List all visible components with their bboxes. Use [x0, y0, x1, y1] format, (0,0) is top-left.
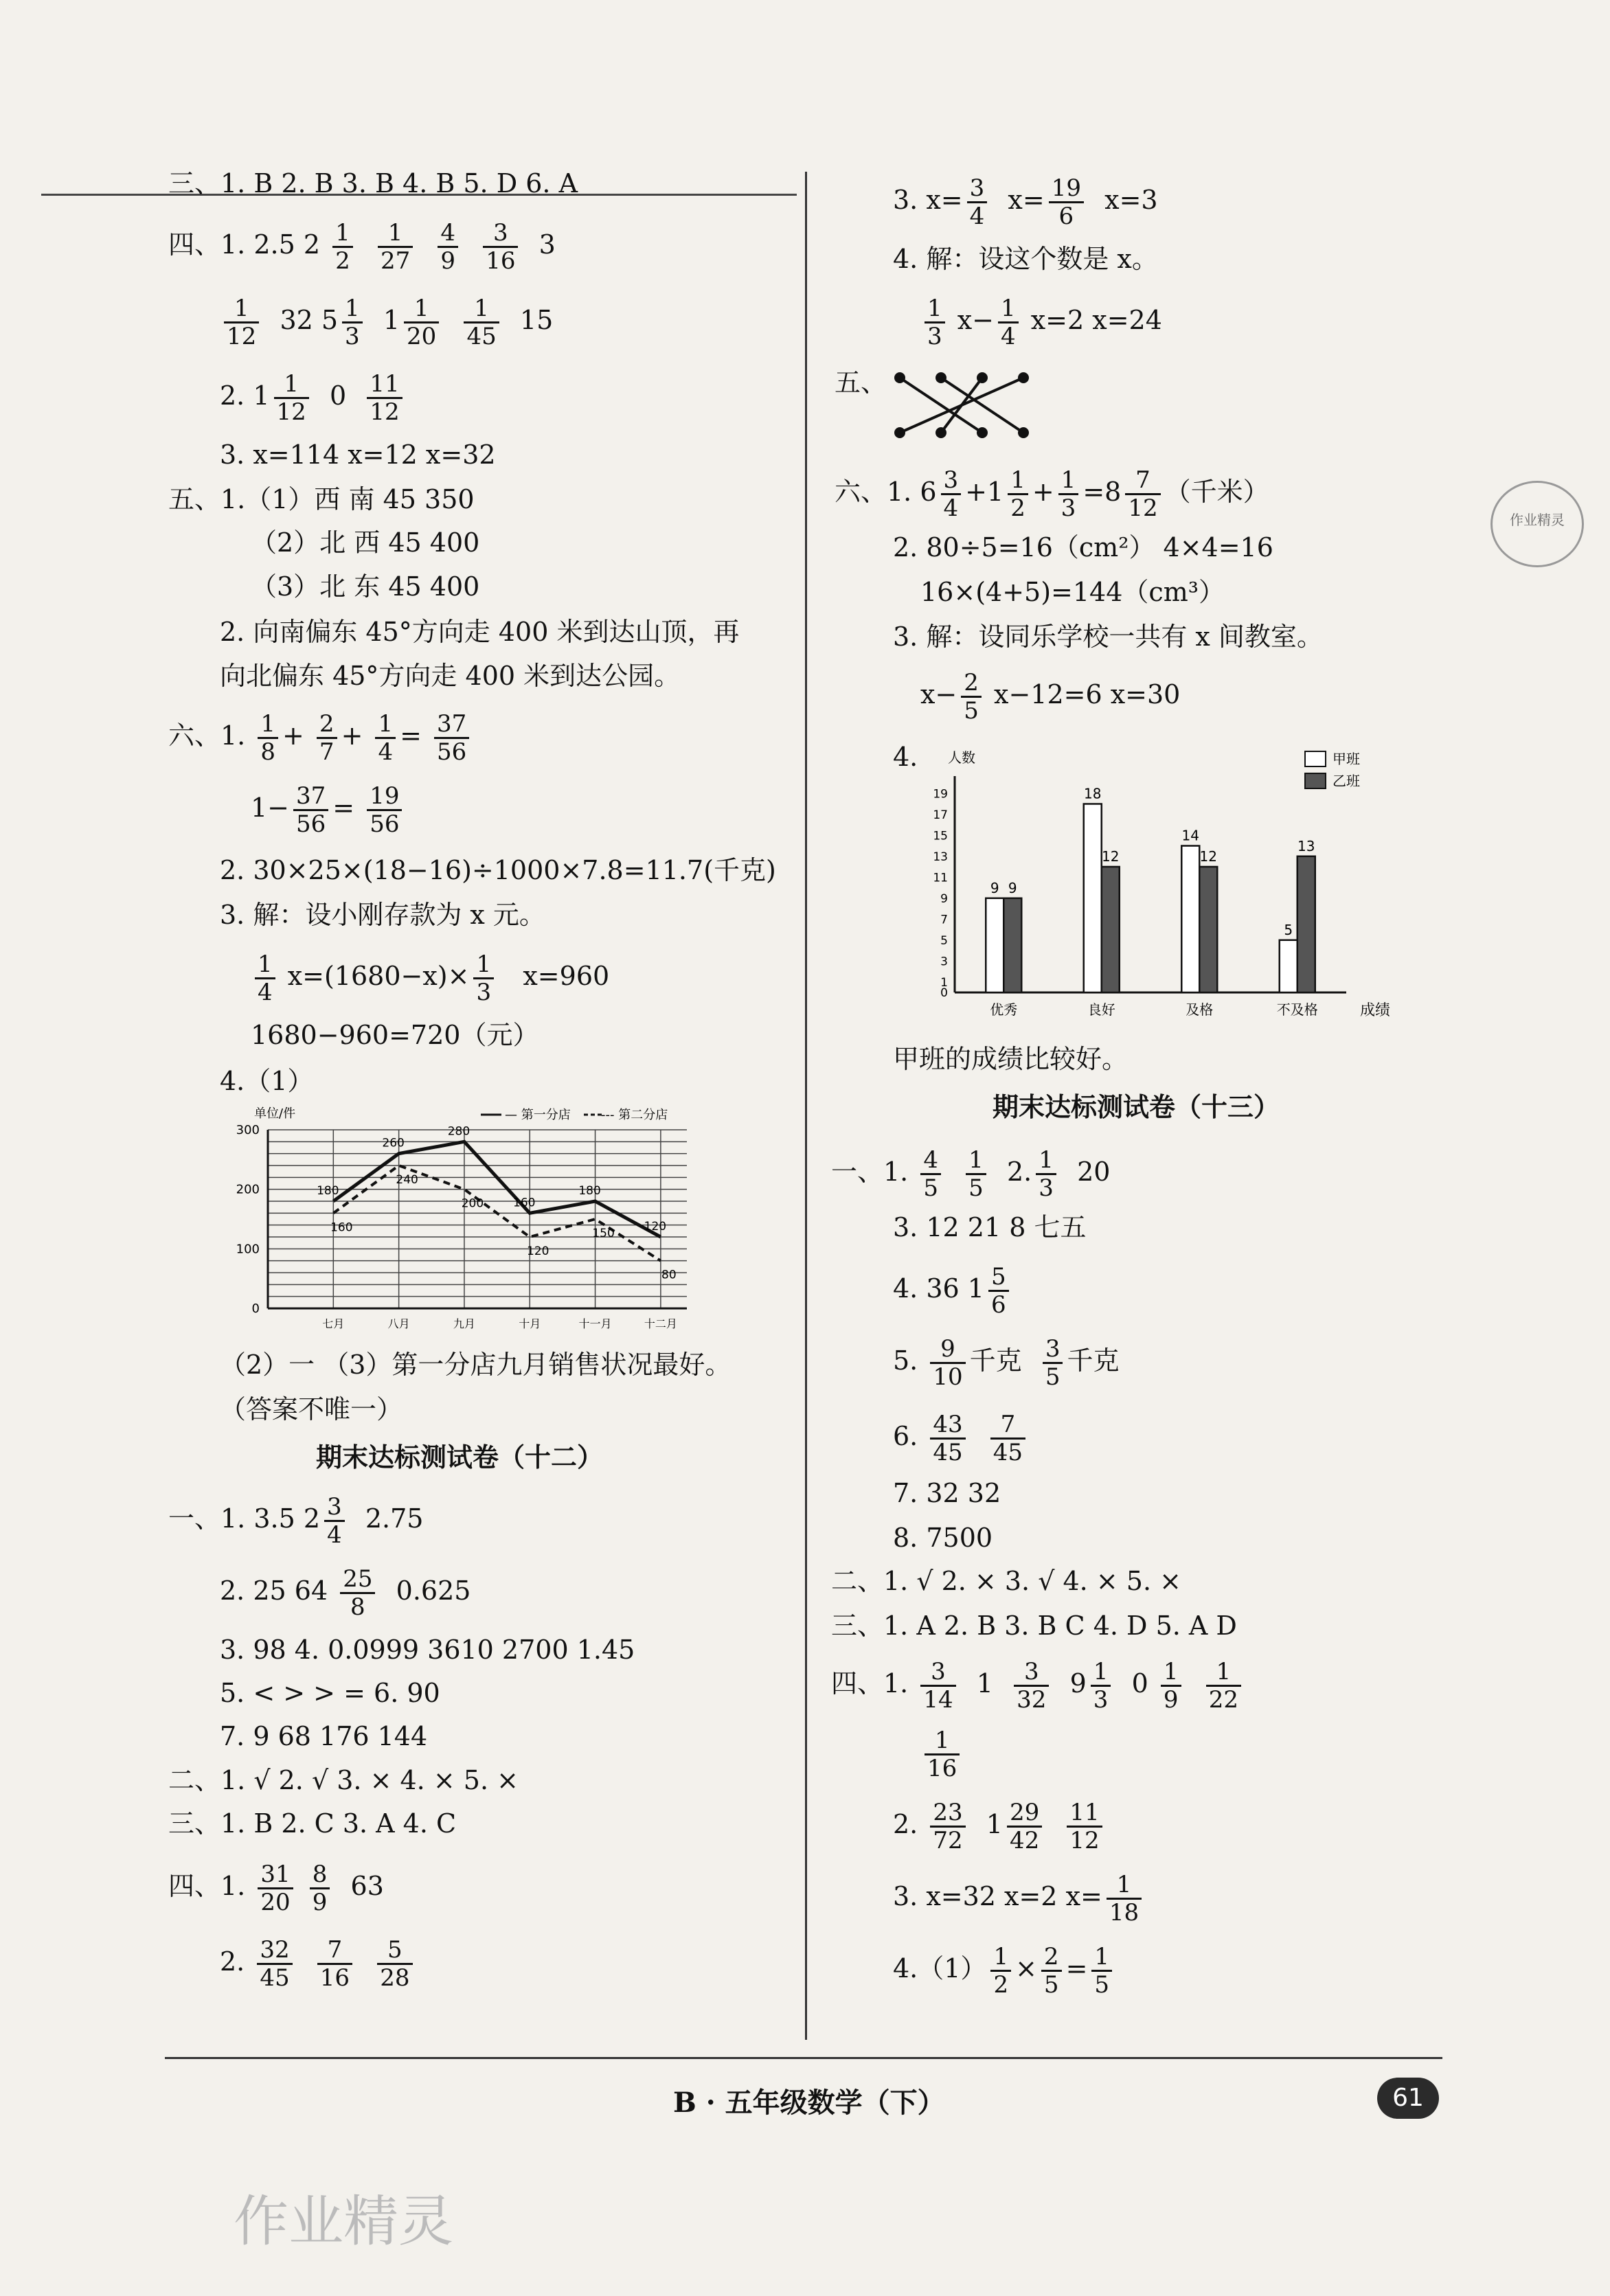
- bar-class-a: [1181, 846, 1199, 993]
- y-tick-label: 13: [933, 850, 948, 864]
- x-tick-label: 十月: [519, 1317, 541, 1329]
- answer-line: 四、1. 2.5 2 $\frac{1}{2}$ $\frac{1}{27}$ $\frac{4}{9}$ $\frac{3}{16}$ 3: [168, 219, 556, 275]
- fraction: $\frac{19}{56}$: [367, 783, 402, 837]
- fraction: $\frac{3}{5}$: [1043, 1336, 1063, 1390]
- answer-line: 四、1. $\frac{31}{20}$ $\frac{8}{9}$ 63: [168, 1861, 384, 1916]
- answer-line: 8. 7500: [893, 1523, 993, 1553]
- answer-line: $\frac{1}{12}$ 32 5 $\frac{1}{3}$ 1 $\frac{1}{20}$ $\frac{1}{45}$ 15: [220, 295, 553, 350]
- answer-line: 六、1. 6 $\frac{3}{4}$ +1 $\frac{1}{2}$ + $\frac{1}{3}$ =8 $\frac{7}{12}$ （千米）: [835, 466, 1269, 522]
- fraction: $\frac{25}{8}$: [340, 1566, 375, 1620]
- y-tick-label: 0: [251, 1302, 260, 1316]
- answer-line: （2）北 西 45 400: [251, 527, 480, 558]
- watermark: 作业精灵: [234, 2190, 453, 2253]
- answer-line: 16×(4+5)=144（cm³）: [920, 577, 1225, 607]
- answer-line: x− $\frac{2}{5}$ x−12=6 x=30: [920, 669, 1181, 725]
- x-tick-label: 十一月: [578, 1317, 612, 1329]
- fraction: $\frac{1}{4}$: [998, 295, 1019, 350]
- y-tick-label: 100: [236, 1242, 260, 1257]
- fraction: $\frac{23}{72}$: [930, 1799, 965, 1854]
- data-label: 180: [578, 1184, 601, 1198]
- section-title: 期末达标测试卷（十三）: [993, 1092, 1280, 1122]
- fraction: $\frac{5}{28}$: [377, 1937, 412, 1991]
- bar-class-a: [1280, 940, 1297, 992]
- footer-rule: [165, 2057, 1442, 2059]
- answer-line: 四、1. $\frac{3}{14}$ 1 $\frac{3}{32}$ 9 $\frac{1}{3}$ 0 $\frac{1}{9}$ $\frac{1}{22}$: [831, 1659, 1245, 1713]
- y-tick-label: 17: [933, 808, 948, 822]
- bar-chart: [920, 742, 1415, 1030]
- fraction: $\frac{19}{6}$: [1049, 175, 1084, 229]
- y-tick-label: 5: [940, 933, 948, 948]
- fraction: $\frac{1}{22}$: [1206, 1659, 1241, 1713]
- y-tick-label: 3: [940, 955, 948, 969]
- fraction: $\frac{1}{4}$: [255, 951, 275, 1005]
- x-tick-label: 不及格: [1276, 1001, 1318, 1018]
- fraction: $\frac{3}{14}$: [920, 1659, 955, 1713]
- y-tick-label: 300: [236, 1123, 260, 1137]
- fraction: $\frac{29}{42}$: [1007, 1799, 1042, 1854]
- x-tick-label: 优秀: [990, 1001, 1018, 1018]
- fraction: $\frac{1}{5}$: [966, 1147, 986, 1201]
- fraction: $\frac{3}{4}$: [941, 467, 962, 521]
- y-tick-label: 200: [236, 1182, 260, 1197]
- answer-line: 2. 80÷5=16（cm²） 4×4=16: [893, 532, 1273, 562]
- fraction: $\frac{1}{20}$: [404, 295, 439, 350]
- fraction: $\frac{1}{3}$: [1091, 1659, 1111, 1713]
- data-label: 9: [1008, 879, 1017, 896]
- data-label: 180: [317, 1184, 339, 1198]
- data-label: 120: [527, 1244, 549, 1258]
- fraction: $\frac{2}{5}$: [961, 670, 982, 724]
- data-label: 9: [990, 879, 999, 896]
- answer-line: $\frac{1}{4}$ x=(1680−x)× $\frac{1}{3}$ x=960: [251, 951, 609, 1005]
- bar-class-b: [1199, 867, 1217, 992]
- fraction: $\frac{2}{7}$: [317, 711, 337, 765]
- answer-line: 1− $\frac{37}{56}$ = $\frac{19}{56}$: [251, 783, 406, 837]
- y-tick-label: 19: [933, 787, 948, 802]
- answer-line: 4. 解：设这个数是 x。: [893, 244, 1158, 274]
- fraction: $\frac{3}{32}$: [1014, 1659, 1049, 1713]
- data-label: 120: [644, 1220, 667, 1234]
- legend-swatch: [1305, 773, 1326, 788]
- data-label: 200: [461, 1196, 484, 1211]
- page-number: 61: [1377, 2078, 1439, 2119]
- chart-bars: [986, 786, 1318, 1019]
- fraction: $\frac{9}{10}$: [930, 1336, 965, 1390]
- y-tick-label: 7: [940, 913, 948, 927]
- answer-line: （2）一 （3）第一分店九月销售状况最好。: [220, 1350, 732, 1380]
- data-label: 14: [1181, 827, 1199, 844]
- fraction: $\frac{11}{12}$: [367, 371, 402, 425]
- answer-line: 1680−960=720（元）: [251, 1020, 539, 1050]
- fraction: $\frac{1}{2}$: [332, 220, 353, 274]
- answer-line: 三、1. B 2. C 3. A 4. C: [168, 1808, 457, 1839]
- x-tick-label: 及格: [1186, 1001, 1214, 1018]
- fraction: $\frac{7}{45}$: [990, 1411, 1025, 1466]
- y-tick-label: 1: [940, 975, 948, 990]
- section-title: 期末达标测试卷（十二）: [316, 1442, 604, 1473]
- data-label: 12: [1102, 848, 1120, 865]
- x-tick-label: 九月: [453, 1317, 475, 1329]
- y-tick-label: 9: [940, 891, 948, 906]
- answer-line: 2. 25 64 $\frac{25}{8}$ 0.625: [220, 1565, 471, 1621]
- fraction: $\frac{4}{9}$: [438, 220, 458, 274]
- data-label: 80: [661, 1268, 677, 1282]
- bar-class-b: [1102, 867, 1120, 992]
- fraction: $\frac{1}{2}$: [990, 1944, 1011, 1998]
- legend-label: 乙班: [1333, 773, 1360, 789]
- fraction: $\frac{1}{3}$: [342, 295, 363, 350]
- answer-line: 5. $\frac{9}{10}$ 千克 $\frac{3}{5}$ 千克: [893, 1335, 1120, 1391]
- answer-line: $\frac{1}{3}$ x− $\frac{1}{4}$ x=2 x=24: [920, 295, 1162, 350]
- answer-line: 4. 36 1 $\frac{5}{6}$: [893, 1264, 1013, 1318]
- x-tick-label: 八月: [387, 1317, 410, 1329]
- answer-line: 五、: [835, 367, 887, 398]
- answer-line: 7. 9 68 176 144: [220, 1721, 428, 1751]
- fraction: $\frac{8}{9}$: [310, 1861, 330, 1916]
- answer-line: 三、1. A 2. B 3. B C 4. D 5. A D: [831, 1611, 1237, 1641]
- fraction: $\frac{2}{5}$: [1041, 1944, 1062, 1998]
- data-label: 150: [592, 1227, 615, 1240]
- answer-line: 2. 1 $\frac{1}{12}$ 0 $\frac{11}{12}$: [220, 371, 407, 425]
- fraction: $\frac{1}{12}$: [274, 371, 309, 425]
- bar-class-a: [986, 898, 1004, 992]
- answer-line: 3. x=32 x=2 x= $\frac{1}{18}$: [893, 1872, 1146, 1926]
- footer-title: B · 五年级数学（下）: [673, 2087, 945, 2119]
- data-label: 5: [1284, 921, 1293, 938]
- answer-line: （3）北 东 45 400: [251, 571, 480, 602]
- data-label: 13: [1297, 837, 1315, 854]
- fraction: $\frac{1}{8}$: [258, 711, 278, 765]
- answer-line: 一、1. 3.5 2 $\frac{3}{4}$ 2.75: [168, 1493, 424, 1549]
- column-divider: [805, 172, 807, 2040]
- x-tick-label: 十二月: [644, 1317, 677, 1329]
- fraction: $\frac{37}{56}$: [293, 783, 328, 837]
- fraction: $\frac{7}{12}$: [1125, 467, 1160, 521]
- answer-line: 2. $\frac{32}{45}$ $\frac{7}{16}$ $\frac{5}{28}$: [220, 1937, 417, 1991]
- fraction: $\frac{1}{3}$: [1058, 467, 1079, 521]
- legend-label: 甲班: [1333, 751, 1360, 767]
- legend-swatch: [1305, 751, 1326, 766]
- legend-label: — 第一分店: [505, 1108, 571, 1122]
- answer-line: 3. x= $\frac{3}{4}$ x= $\frac{19}{6}$ x=3: [893, 174, 1158, 230]
- fraction: $\frac{3}{4}$: [324, 1494, 345, 1548]
- fraction: $\frac{31}{20}$: [258, 1861, 293, 1916]
- fraction: $\frac{43}{45}$: [930, 1411, 965, 1466]
- x-tick-label: 七月: [322, 1317, 345, 1329]
- chart-ylabel: 人数: [948, 749, 975, 766]
- bar-class-b: [1004, 898, 1021, 992]
- answer-line: 3. 解：设同乐学校一共有 x 间教室。: [893, 622, 1323, 652]
- answer-line: 2. 向南偏东 45°方向走 400 米到达山顶，再: [220, 617, 740, 647]
- fraction: $\frac{4}{5}$: [920, 1147, 941, 1201]
- fraction: $\frac{1}{4}$: [375, 711, 396, 765]
- data-label: 12: [1199, 848, 1217, 865]
- answer-line: 2. 30×25×(18−16)÷1000×7.8=11.7(千克): [220, 855, 776, 885]
- answer-line: 3. 12 21 8 七五: [893, 1212, 1087, 1242]
- data-label: 160: [330, 1220, 353, 1235]
- answer-line: 4.（1） $\frac{1}{2}$ × $\frac{2}{5}$ = $\frac{1}{5}$: [893, 1944, 1116, 1998]
- answer-line: 甲班的成绩比较好。: [893, 1044, 1129, 1074]
- matching-diagram: [886, 367, 1051, 443]
- answer-line: 六、1. $\frac{1}{8}$ + $\frac{2}{7}$ + $\frac{1}{4}$ = $\frac{37}{56}$: [168, 711, 473, 765]
- answer-line: 4.: [893, 742, 918, 772]
- chart-xlabel: 成绩: [1360, 1002, 1391, 1019]
- fraction: $\frac{1}{3}$: [1036, 1147, 1056, 1201]
- data-label: 160: [513, 1196, 536, 1210]
- fraction: $\frac{7}{16}$: [317, 1937, 352, 1991]
- fraction: $\frac{1}{27}$: [378, 220, 413, 274]
- fraction: $\frac{3}{4}$: [967, 175, 988, 229]
- answer-line: 7. 32 32: [893, 1478, 1001, 1508]
- chart-unit: 单位/件: [254, 1106, 296, 1121]
- fraction: $\frac{5}{6}$: [988, 1264, 1009, 1318]
- fraction: $\frac{1}{18}$: [1107, 1872, 1142, 1926]
- line-chart: [227, 1102, 707, 1329]
- data-label: 260: [382, 1136, 405, 1150]
- answer-line: 二、1. √ 2. √ 3. × 4. × 5. ×: [168, 1765, 519, 1795]
- fraction: $\frac{1}{12}$: [224, 295, 259, 350]
- data-label: 280: [447, 1124, 470, 1139]
- fraction: $\frac{1}{9}$: [1161, 1659, 1181, 1713]
- answer-line: 向北偏东 45°方向走 400 米到达公园。: [220, 661, 681, 691]
- answer-line: [920, 1727, 964, 1782]
- fraction: $\frac{37}{56}$: [434, 711, 469, 765]
- answer-line: 5. < > > = 6. 90: [220, 1678, 440, 1708]
- answer-line: 2. $\frac{23}{72}$ 1 $\frac{29}{42}$ $\frac{11}{12}$: [893, 1799, 1107, 1854]
- fraction: $\frac{32}{45}$: [257, 1937, 292, 1991]
- stamp-logo: 作业精灵: [1490, 481, 1584, 567]
- answer-line: 五、1.（1）西 南 45 350: [168, 484, 475, 514]
- fraction: $\frac{1}{3}$: [473, 951, 494, 1005]
- answer-line: 4.（1）: [220, 1066, 314, 1096]
- data-label: 18: [1084, 785, 1102, 802]
- fraction: $\frac{1}{5}$: [1091, 1944, 1112, 1998]
- bar-class-b: [1297, 856, 1315, 992]
- answer-line: （答案不唯一）: [220, 1394, 403, 1424]
- answer-line: 一、1. $\frac{4}{5}$ $\frac{1}{5}$ 2. $\frac{1}{3}$ 20: [831, 1146, 1111, 1202]
- answer-line: 二、1. √ 2. × 3. √ 4. × 5. ×: [831, 1566, 1181, 1596]
- fraction: $\frac{1}{2}$: [1008, 467, 1028, 521]
- x-tick-label: 良好: [1087, 1001, 1115, 1018]
- answer-line: 3. 98 4. 0.0999 3610 2700 1.45: [220, 1635, 635, 1665]
- answer-line: 三、1. B 2. B 3. B 4. B 5. D 6. A: [168, 168, 578, 198]
- answer-line: 6. $\frac{43}{45}$ $\frac{7}{45}$: [893, 1411, 1030, 1466]
- answer-line: 3. 解：设小刚存款为 x 元。: [220, 900, 545, 930]
- y-tick-label: 0: [940, 986, 948, 1000]
- fraction: $\frac{3}{16}$: [483, 220, 518, 274]
- data-label: 240: [396, 1173, 418, 1187]
- fraction: $\frac{1}{3}$: [925, 295, 945, 350]
- bar-class-a: [1084, 804, 1102, 993]
- fraction: $\frac{1}{16}$: [925, 1727, 960, 1782]
- fraction: $\frac{11}{12}$: [1067, 1799, 1102, 1854]
- legend-label: --- 第二分店: [601, 1108, 668, 1122]
- fraction: $\frac{1}{45}$: [464, 295, 499, 350]
- answer-line: 3. x=114 x=12 x=32: [220, 440, 496, 470]
- y-tick-label: 15: [933, 829, 948, 843]
- y-tick-label: 11: [933, 871, 948, 885]
